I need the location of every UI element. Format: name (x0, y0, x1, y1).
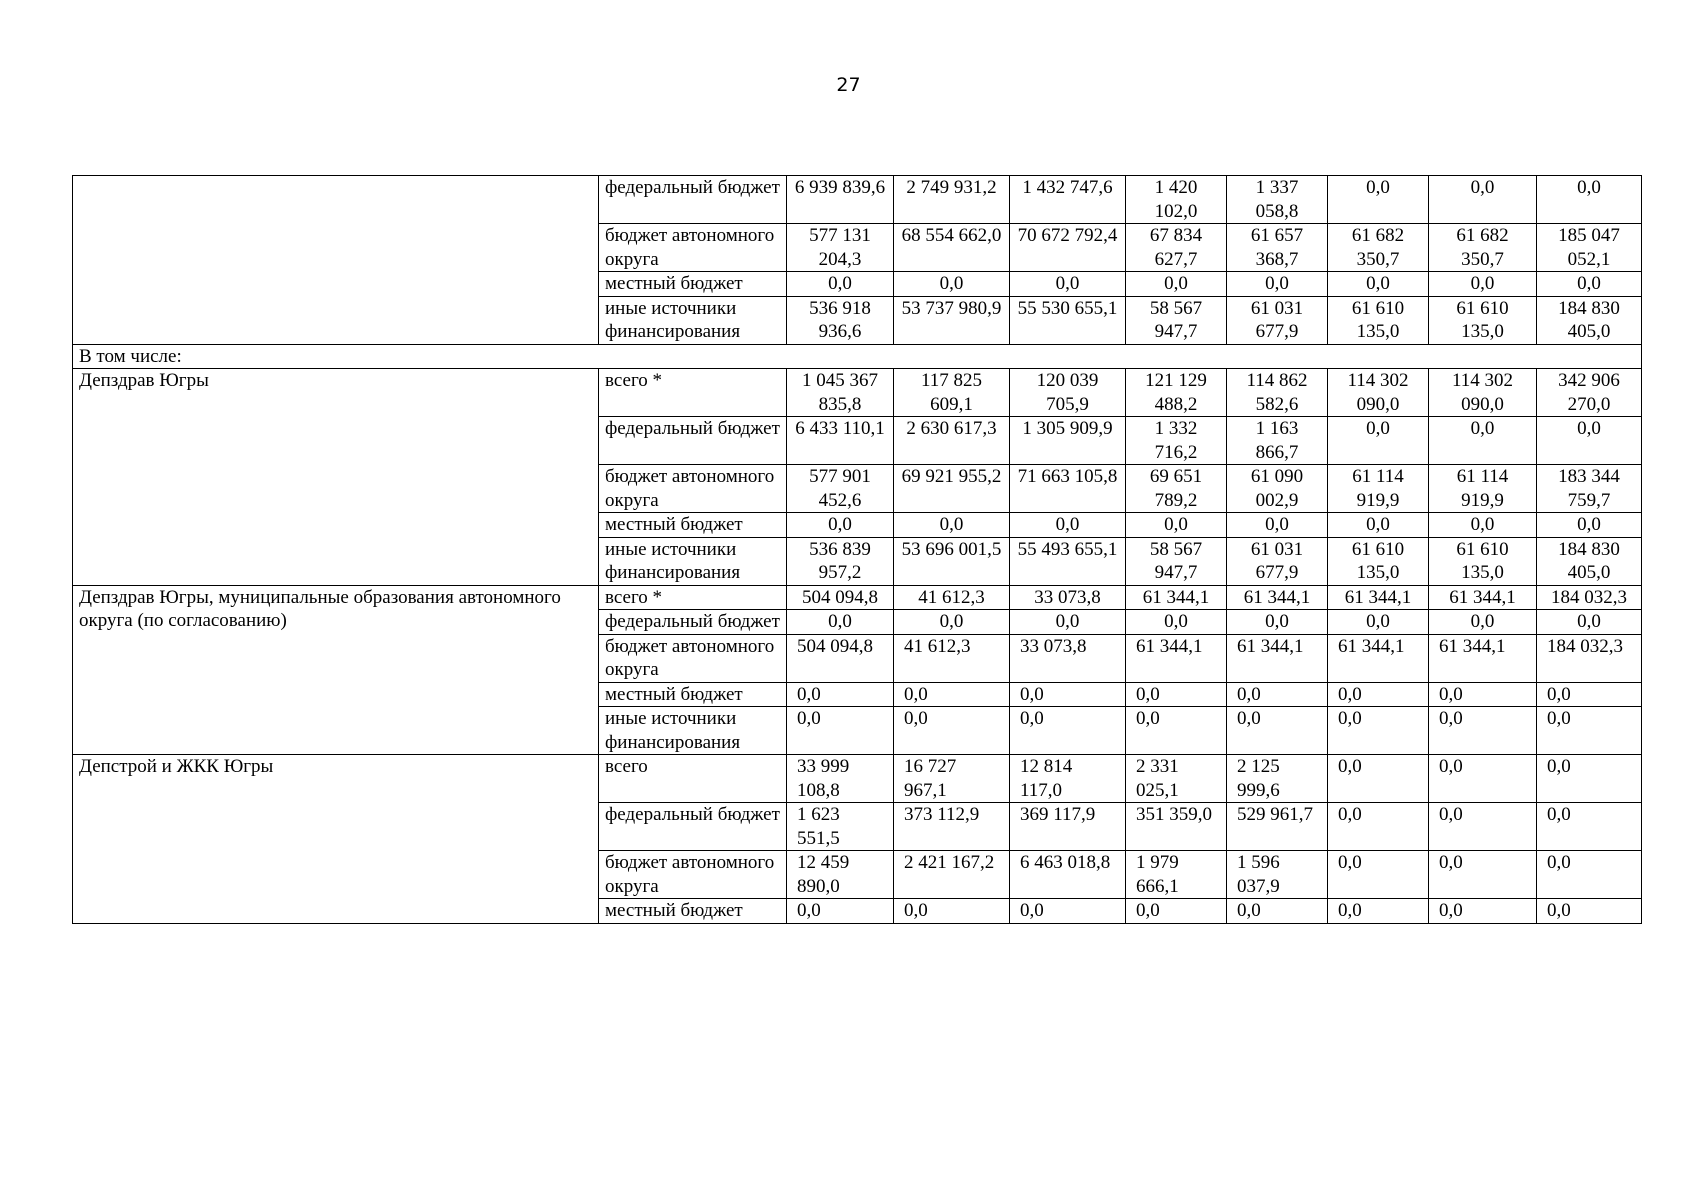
value-cell: 61 031 677,9 (1227, 296, 1328, 344)
value-cell: 0,0 (1010, 707, 1126, 755)
value-cell: 1 979 666,1 (1126, 851, 1227, 899)
value-cell: 33 073,8 (1010, 634, 1126, 682)
value-cell: 369 117,9 (1010, 803, 1126, 851)
value-cell: 0,0 (1537, 610, 1642, 635)
value-cell: 536 918 936,6 (787, 296, 894, 344)
value-cell: 114 862 582,6 (1227, 369, 1328, 417)
value-cell: 53 737 980,9 (894, 296, 1010, 344)
value-cell: 0,0 (1429, 176, 1537, 224)
budget-table (72, 175, 1642, 924)
value-cell: 0,0 (1126, 682, 1227, 707)
value-cell: 351 359,0 (1126, 803, 1227, 851)
value-cell: 61 610 135,0 (1328, 537, 1429, 585)
funding-source-cell: иные источники финансирования (599, 707, 787, 755)
funding-source-cell: всего * (599, 585, 787, 610)
value-cell: 61 610 135,0 (1328, 296, 1429, 344)
value-cell: 0,0 (1328, 610, 1429, 635)
value-cell: 53 696 001,5 (894, 537, 1010, 585)
value-cell: 2 749 931,2 (894, 176, 1010, 224)
value-cell: 70 672 792,4 (1010, 224, 1126, 272)
section-label: В том числе: (73, 344, 1642, 369)
value-cell: 61 090 002,9 (1227, 465, 1328, 513)
value-cell: 0,0 (894, 513, 1010, 538)
value-cell: 0,0 (1227, 272, 1328, 297)
value-cell: 0,0 (1328, 417, 1429, 465)
table-row (73, 176, 1642, 224)
value-cell: 58 567 947,7 (1126, 537, 1227, 585)
value-cell: 0,0 (1537, 513, 1642, 538)
value-cell: 0,0 (1537, 707, 1642, 755)
funding-source-cell: федеральный бюджет (599, 176, 787, 224)
funding-source-cell: бюджет автономного округа (599, 224, 787, 272)
value-cell: 504 094,8 (787, 585, 894, 610)
value-cell: 0,0 (1328, 851, 1429, 899)
value-cell: 68 554 662,0 (894, 224, 1010, 272)
funding-source-cell: иные источники финансирования (599, 537, 787, 585)
value-cell: 0,0 (1126, 610, 1227, 635)
value-cell: 61 610 135,0 (1429, 537, 1537, 585)
value-cell: 0,0 (1328, 513, 1429, 538)
value-cell: 0,0 (1429, 899, 1537, 924)
funding-source-cell: федеральный бюджет (599, 610, 787, 635)
value-cell: 61 344,1 (1227, 585, 1328, 610)
value-cell: 61 344,1 (1227, 634, 1328, 682)
value-cell: 0,0 (1537, 899, 1642, 924)
value-cell: 1 305 909,9 (1010, 417, 1126, 465)
value-cell: 71 663 105,8 (1010, 465, 1126, 513)
value-cell: 342 906 270,0 (1537, 369, 1642, 417)
value-cell: 6 939 839,6 (787, 176, 894, 224)
value-cell: 184 830 405,0 (1537, 296, 1642, 344)
value-cell: 0,0 (1537, 851, 1642, 899)
value-cell: 117 825 609,1 (894, 369, 1010, 417)
value-cell: 577 131 204,3 (787, 224, 894, 272)
funding-source-cell: местный бюджет (599, 513, 787, 538)
value-cell: 0,0 (1126, 272, 1227, 297)
value-cell: 0,0 (1227, 610, 1328, 635)
value-cell: 61 031 677,9 (1227, 537, 1328, 585)
value-cell: 1 623 551,5 (787, 803, 894, 851)
value-cell: 61 344,1 (1328, 585, 1429, 610)
funding-source-cell: иные источники финансирования (599, 296, 787, 344)
value-cell: 0,0 (1227, 707, 1328, 755)
value-cell: 0,0 (787, 899, 894, 924)
value-cell: 0,0 (1429, 755, 1537, 803)
funding-source-cell: местный бюджет (599, 682, 787, 707)
value-cell: 529 961,7 (1227, 803, 1328, 851)
value-cell: 69 651 789,2 (1126, 465, 1227, 513)
value-cell: 185 047 052,1 (1537, 224, 1642, 272)
funding-source-cell: федеральный бюджет (599, 417, 787, 465)
value-cell: 12 459 890,0 (787, 851, 894, 899)
value-cell: 6 433 110,1 (787, 417, 894, 465)
value-cell: 61 344,1 (1126, 634, 1227, 682)
value-cell: 0,0 (894, 272, 1010, 297)
value-cell: 0,0 (1010, 682, 1126, 707)
funding-source-cell: местный бюджет (599, 272, 787, 297)
value-cell: 184 032,3 (1537, 634, 1642, 682)
value-cell: 2 630 617,3 (894, 417, 1010, 465)
funding-source-cell: бюджет автономного округа (599, 634, 787, 682)
value-cell: 0,0 (1328, 899, 1429, 924)
value-cell: 0,0 (894, 610, 1010, 635)
value-cell: 0,0 (1010, 513, 1126, 538)
value-cell: 0,0 (1429, 803, 1537, 851)
value-cell: 0,0 (787, 610, 894, 635)
value-cell: 0,0 (787, 707, 894, 755)
org-cell: Депздрав Югры (73, 369, 599, 586)
value-cell: 373 112,9 (894, 803, 1010, 851)
value-cell: 183 344 759,7 (1537, 465, 1642, 513)
value-cell: 0,0 (1328, 755, 1429, 803)
value-cell: 61 114 919,9 (1429, 465, 1537, 513)
value-cell: 61 344,1 (1429, 585, 1537, 610)
funding-source-cell: всего (599, 755, 787, 803)
value-cell: 0,0 (1328, 803, 1429, 851)
value-cell: 69 921 955,2 (894, 465, 1010, 513)
value-cell: 0,0 (1429, 610, 1537, 635)
section-row (73, 344, 1642, 369)
value-cell: 184 830 405,0 (1537, 537, 1642, 585)
value-cell: 41 612,3 (894, 585, 1010, 610)
value-cell: 0,0 (1429, 851, 1537, 899)
value-cell: 0,0 (1227, 899, 1328, 924)
value-cell: 0,0 (1429, 417, 1537, 465)
value-cell: 0,0 (1537, 417, 1642, 465)
value-cell: 184 032,3 (1537, 585, 1642, 610)
value-cell: 12 814 117,0 (1010, 755, 1126, 803)
value-cell: 120 039 705,9 (1010, 369, 1126, 417)
value-cell: 504 094,8 (787, 634, 894, 682)
value-cell: 0,0 (1227, 682, 1328, 707)
value-cell: 0,0 (1010, 272, 1126, 297)
value-cell: 0,0 (1126, 707, 1227, 755)
value-cell: 33 999 108,8 (787, 755, 894, 803)
value-cell: 6 463 018,8 (1010, 851, 1126, 899)
value-cell: 0,0 (1537, 755, 1642, 803)
value-cell: 61 344,1 (1328, 634, 1429, 682)
value-cell: 1 596 037,9 (1227, 851, 1328, 899)
page-number: 27 (836, 74, 861, 96)
funding-source-cell: местный бюджет (599, 899, 787, 924)
value-cell: 16 727 967,1 (894, 755, 1010, 803)
value-cell: 0,0 (1328, 707, 1429, 755)
value-cell: 1 332 716,2 (1126, 417, 1227, 465)
funding-source-cell: всего * (599, 369, 787, 417)
value-cell: 2 421 167,2 (894, 851, 1010, 899)
funding-source-cell: бюджет автономного округа (599, 851, 787, 899)
funding-source-cell: федеральный бюджет (599, 803, 787, 851)
table-row (73, 585, 1642, 610)
value-cell: 61 344,1 (1429, 634, 1537, 682)
value-cell: 61 114 919,9 (1328, 465, 1429, 513)
value-cell: 61 682 350,7 (1328, 224, 1429, 272)
table-body (73, 176, 1642, 924)
value-cell: 55 493 655,1 (1010, 537, 1126, 585)
value-cell: 0,0 (1328, 272, 1429, 297)
value-cell: 0,0 (1537, 803, 1642, 851)
funding-source-cell: бюджет автономного округа (599, 465, 787, 513)
value-cell: 114 302 090,0 (1429, 369, 1537, 417)
value-cell: 0,0 (1537, 272, 1642, 297)
value-cell: 0,0 (1126, 899, 1227, 924)
value-cell: 61 610 135,0 (1429, 296, 1537, 344)
value-cell: 0,0 (1429, 682, 1537, 707)
value-cell: 0,0 (894, 707, 1010, 755)
value-cell: 61 657 368,7 (1227, 224, 1328, 272)
value-cell: 61 682 350,7 (1429, 224, 1537, 272)
value-cell: 0,0 (1010, 899, 1126, 924)
table-row (73, 369, 1642, 417)
value-cell: 1 420 102,0 (1126, 176, 1227, 224)
org-cell: Депстрой и ЖКК Югры (73, 755, 599, 924)
value-cell: 33 073,8 (1010, 585, 1126, 610)
value-cell: 577 901 452,6 (787, 465, 894, 513)
value-cell: 114 302 090,0 (1328, 369, 1429, 417)
value-cell: 61 344,1 (1126, 585, 1227, 610)
value-cell: 536 839 957,2 (787, 537, 894, 585)
value-cell: 41 612,3 (894, 634, 1010, 682)
value-cell: 1 432 747,6 (1010, 176, 1126, 224)
value-cell: 1 045 367 835,8 (787, 369, 894, 417)
value-cell: 2 331 025,1 (1126, 755, 1227, 803)
value-cell: 0,0 (787, 682, 894, 707)
value-cell: 0,0 (1126, 513, 1227, 538)
value-cell: 0,0 (1537, 682, 1642, 707)
value-cell: 0,0 (1328, 682, 1429, 707)
value-cell: 0,0 (787, 513, 894, 538)
value-cell: 2 125 999,6 (1227, 755, 1328, 803)
value-cell: 67 834 627,7 (1126, 224, 1227, 272)
value-cell: 0,0 (1537, 176, 1642, 224)
value-cell: 0,0 (1328, 176, 1429, 224)
value-cell: 0,0 (1010, 610, 1126, 635)
value-cell: 58 567 947,7 (1126, 296, 1227, 344)
value-cell: 0,0 (894, 682, 1010, 707)
value-cell: 1 337 058,8 (1227, 176, 1328, 224)
org-cell: Депздрав Югры, муниципальные образования автономного округа (по согласованию) (73, 585, 599, 755)
value-cell: 55 530 655,1 (1010, 296, 1126, 344)
table-row (73, 755, 1642, 803)
value-cell: 0,0 (1429, 513, 1537, 538)
value-cell: 121 129 488,2 (1126, 369, 1227, 417)
value-cell: 1 163 866,7 (1227, 417, 1328, 465)
value-cell: 0,0 (1227, 513, 1328, 538)
value-cell: 0,0 (1429, 272, 1537, 297)
value-cell: 0,0 (1429, 707, 1537, 755)
value-cell: 0,0 (787, 272, 894, 297)
value-cell: 0,0 (894, 899, 1010, 924)
org-cell (73, 176, 599, 345)
